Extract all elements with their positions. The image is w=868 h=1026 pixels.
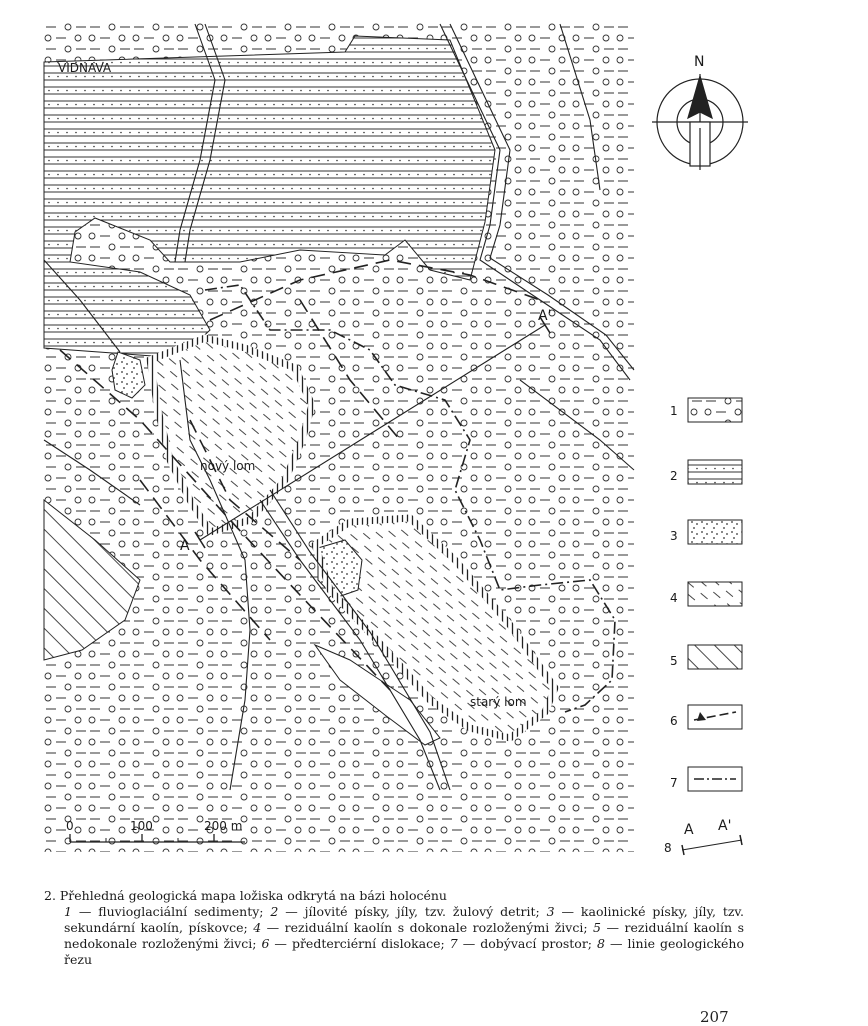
section-start-label: A <box>180 538 190 554</box>
svg-text:4: 4 <box>670 591 678 605</box>
scale-tick-100: 100 <box>130 819 153 833</box>
legend-item-1 <box>670 398 742 422</box>
quarry-old-label: starý lom <box>470 695 527 709</box>
legend <box>664 398 742 855</box>
scale-tick-200: 200 m <box>204 819 243 833</box>
legend-item-6 <box>670 705 742 729</box>
quarry-new-label: nový lom <box>200 459 256 473</box>
legend-item-5 <box>670 645 742 669</box>
svg-text:7: 7 <box>670 776 678 790</box>
north-arrow-icon <box>652 74 748 170</box>
figure-caption <box>44 888 744 968</box>
caption-body: 1 — fluvioglaciální sedimenty; 2 — jílovité písky, jíly, tzv. žulový detrit; 3 — kaolinické písky, jíly, tzv. sekundární kaolín, pískovce; 4 — reziduální kaolín s dokonale rozloženými živci; 5 — reziduální kaolín s nedokonale rozloženými živci; 6 — předterciérní dislokace; 7 — dobývací prostor; 8 — linie geologického řezu <box>64 904 744 967</box>
legend-item-3 <box>670 520 742 544</box>
section-end-label: A' <box>538 308 552 324</box>
svg-text:1: 1 <box>670 404 678 418</box>
svg-text:6: 6 <box>670 714 678 728</box>
legend-item-4 <box>670 582 742 606</box>
svg-text:5: 5 <box>670 654 678 668</box>
legend-item-8 <box>664 818 742 855</box>
scale-tick-0: 0 <box>66 819 74 833</box>
svg-text:3: 3 <box>670 529 678 543</box>
town-label: VIDNAVA <box>58 61 112 75</box>
page-number: 207 <box>700 1008 729 1026</box>
legend-item-7 <box>670 767 742 791</box>
north-label: N <box>694 54 705 70</box>
svg-text:8: 8 <box>664 841 672 855</box>
svg-text:A': A' <box>718 818 732 834</box>
legend-item-2 <box>670 460 742 484</box>
svg-text:2: 2 <box>670 469 678 483</box>
svg-text:A: A <box>684 822 694 838</box>
map-frame <box>44 22 748 855</box>
caption-title: 2. Přehledná geologická mapa ložiska odkrytá na bázi holocénu <box>44 888 447 903</box>
